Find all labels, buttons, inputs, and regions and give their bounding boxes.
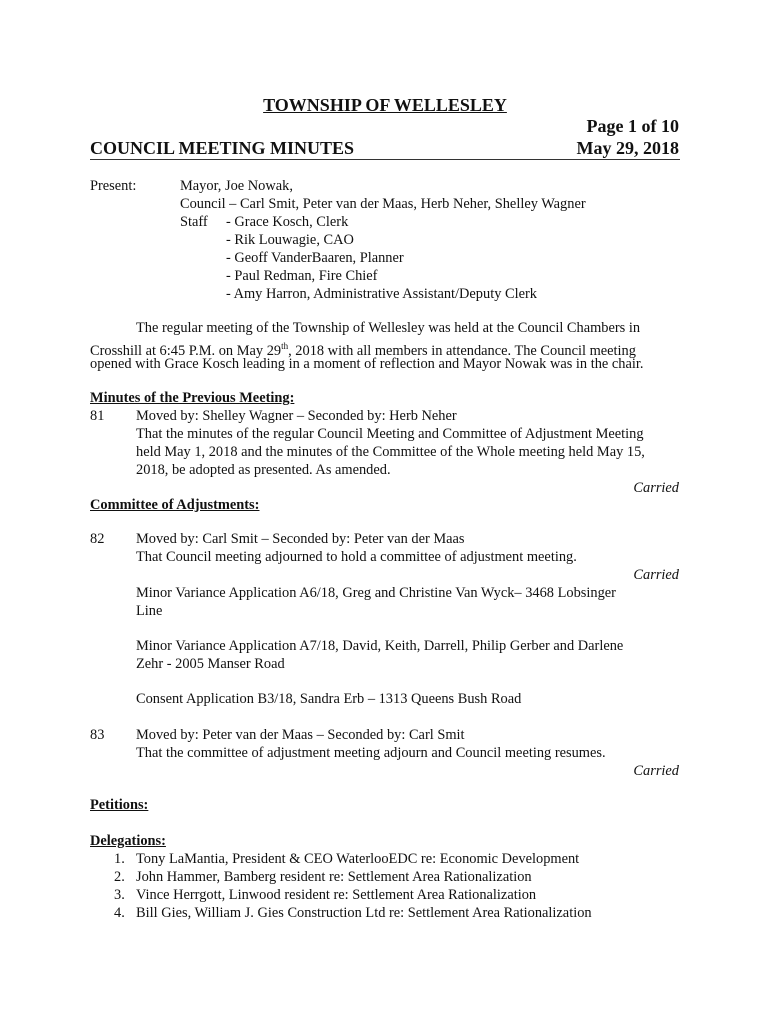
township-title: TOWNSHIP OF WELLESLEY [263,95,507,115]
motion-number: 83 [90,727,105,743]
section-heading-minutes: Minutes of the Previous Meeting: [90,390,295,406]
application-text: Consent Application B3/18, Sandra Erb – 1313 Queens Bush Road [136,691,522,707]
delegation-number: 4. [114,905,125,921]
section-heading-delegations: Delegations: [90,833,166,849]
intro-line: opened with Grace Kosch leading in a moment of reflection and Mayor Nowak was in the chair. [90,356,644,372]
motion-number: 81 [90,408,105,424]
motion-number: 82 [90,531,105,547]
application-text: Zehr - 2005 Manser Road [136,656,285,672]
meeting-date: May 29, 2018 [576,138,679,158]
motion-text: That the committee of adjustment meeting adjourn and Council meeting resumes. [136,745,606,761]
motion-moved: Moved by: Carl Smit – Seconded by: Peter van der Maas [136,531,465,547]
staff-member: - Amy Harron, Administrative Assistant/Deputy Clerk [226,286,537,302]
carried-label: Carried [633,567,679,583]
page-number: Page 1 of 10 [586,116,679,136]
motion-text: held May 1, 2018 and the minutes of the Committee of the Whole meeting held May 15, [136,444,645,460]
present-mayor: Mayor, Joe Nowak, [180,178,293,194]
motion-text: That the minutes of the regular Council Meeting and Committee of Adjustment Meeting [136,426,644,442]
application-text: Minor Variance Application A6/18, Greg and Christine Van Wyck– 3468 Lobsinger [136,585,616,601]
delegation-item: Vince Herrgott, Linwood resident re: Settlement Area Rationalization [136,887,537,903]
application-text: Minor Variance Application A7/18, David, Keith, Darrell, Philip Gerber and Darlene [136,638,624,654]
staff-member: - Paul Redman, Fire Chief [226,268,378,284]
intro-line: Crosshill at 6:45 P.M. on May 29th, 2018 with all members in attendance. The Council meeting [90,341,636,359]
intro-line: The regular meeting of the Township of Wellesley was held at the Council Chambers in [136,320,641,336]
delegation-number: 2. [114,869,125,885]
staff-member: - Grace Kosch, Clerk [226,214,349,230]
motion-moved: Moved by: Peter van der Maas – Seconded by: Carl Smit [136,727,465,743]
section-heading-adjustments: Committee of Adjustments: [90,497,260,513]
staff-member: - Geoff VanderBaaren, Planner [226,250,404,266]
carried-label: Carried [633,763,679,779]
present-staff-label: Staff [180,214,208,230]
section-heading-petitions: Petitions: [90,797,149,813]
motion-text: That Council meeting adjourned to hold a committee of adjustment meeting. [136,549,577,565]
delegation-item: John Hammer, Bamberg resident re: Settlement Area Rationalization [136,869,532,885]
application-text: Line [136,603,163,619]
motion-moved: Moved by: Shelley Wagner – Seconded by: Herb Neher [136,408,457,424]
delegation-item: Bill Gies, William J. Gies Construction Ltd re: Settlement Area Rationalization [136,905,592,921]
present-council: Council – Carl Smit, Peter van der Maas, Herb Neher, Shelley Wagner [180,196,586,212]
document-title: COUNCIL MEETING MINUTES [90,138,355,158]
present-label: Present: [90,178,137,194]
header-rule [90,159,680,160]
staff-member: - Rik Louwagie, CAO [226,232,354,248]
motion-text: 2018, be adopted as presented. As amended. [136,462,391,478]
delegation-number: 3. [114,887,125,903]
delegation-item: Tony LaMantia, President & CEO WaterlooEDC re: Economic Development [136,851,580,867]
delegation-number: 1. [114,851,125,867]
carried-label: Carried [633,480,679,496]
